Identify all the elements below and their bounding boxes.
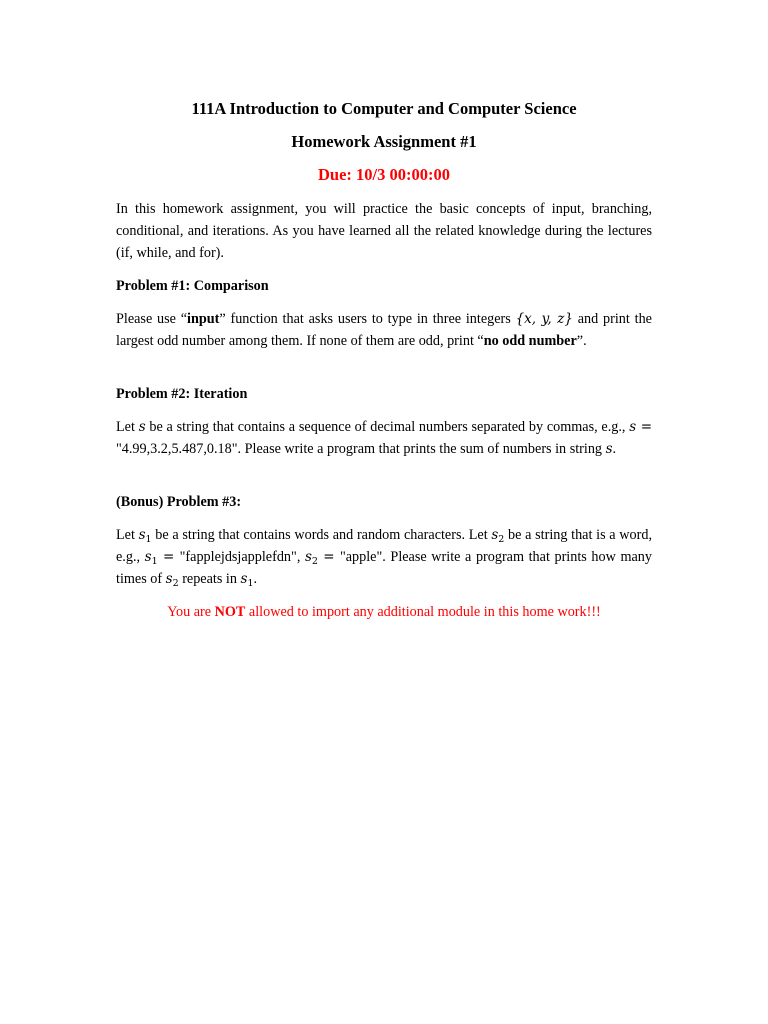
math-var-s: s [629, 419, 637, 435]
problem-1-heading: Problem #1: Comparison [116, 278, 269, 294]
problem-1-text: Please use “input” function that asks users to type in three integers {x, y, z} and print the largest odd number among them. If none of them are odd, print “no odd number”. [116, 311, 652, 349]
intro-paragraph: In this homework assignment, you will practice the basic concepts of input, branching, conditional, and iterations. As you have learned all the related knowledge during the lectures (if, while, and for). [116, 201, 652, 261]
math-set-xyz: {x, y, z} [515, 311, 573, 327]
math-var-s1: $s_1$ [138, 527, 152, 545]
problem-3-heading: (Bonus) Problem #3: [116, 494, 242, 510]
string-literal: "fapplejdsjapplefdn" [179, 549, 297, 565]
problem-3-text: Let $s_1$ be a string that contains words and random characters. Let $s_2$ be a string that is a word, e.g., $s_1$ = "fapplejdsjapplefdn", $s_2$ = "apple". Please write a program that prints how many times of $s_2$ repeats in $s_1$. [116, 527, 652, 589]
math-equals: = [157, 549, 180, 565]
math-var-s2: $s_2$ [491, 527, 505, 545]
keyword-no-odd-number: no odd number [483, 333, 577, 349]
course-title: 111A Introduction to Computer and Computer Science [191, 99, 577, 118]
math-var-s2: $s_2$ [304, 549, 318, 567]
assignment-title: Homework Assignment #1 [291, 132, 477, 151]
math-equals: = [317, 549, 340, 565]
document-content [116, 97, 652, 623]
problem-2-text: Let s be a string that contains a sequence of decimal numbers separated by commas, e.g., s = "4.99,3.2,5.487,0.18". Please write a program that prints the sum of numbers in string s. [116, 419, 652, 457]
problem-2-heading: Problem #2: Iteration [116, 386, 248, 402]
keyword-input: input [187, 311, 220, 327]
math-var-s: s [138, 419, 146, 435]
import-warning: You are NOT allowed to import any additional module in this home work!!! [167, 604, 601, 620]
math-var-s: s [605, 441, 613, 457]
math-var-s1: $s_1$ [144, 549, 158, 567]
due-date: Due: 10/3 00:00:00 [318, 165, 450, 184]
string-literal: "apple" [339, 549, 383, 565]
warning-emphasis: NOT [214, 604, 246, 620]
math-var-s1: $s_1$ [240, 571, 254, 589]
math-equals: = [636, 419, 652, 435]
string-literal: "4.99,3.2,5.487,0.18" [116, 441, 238, 457]
math-var-s2: $s_2$ [165, 571, 179, 589]
